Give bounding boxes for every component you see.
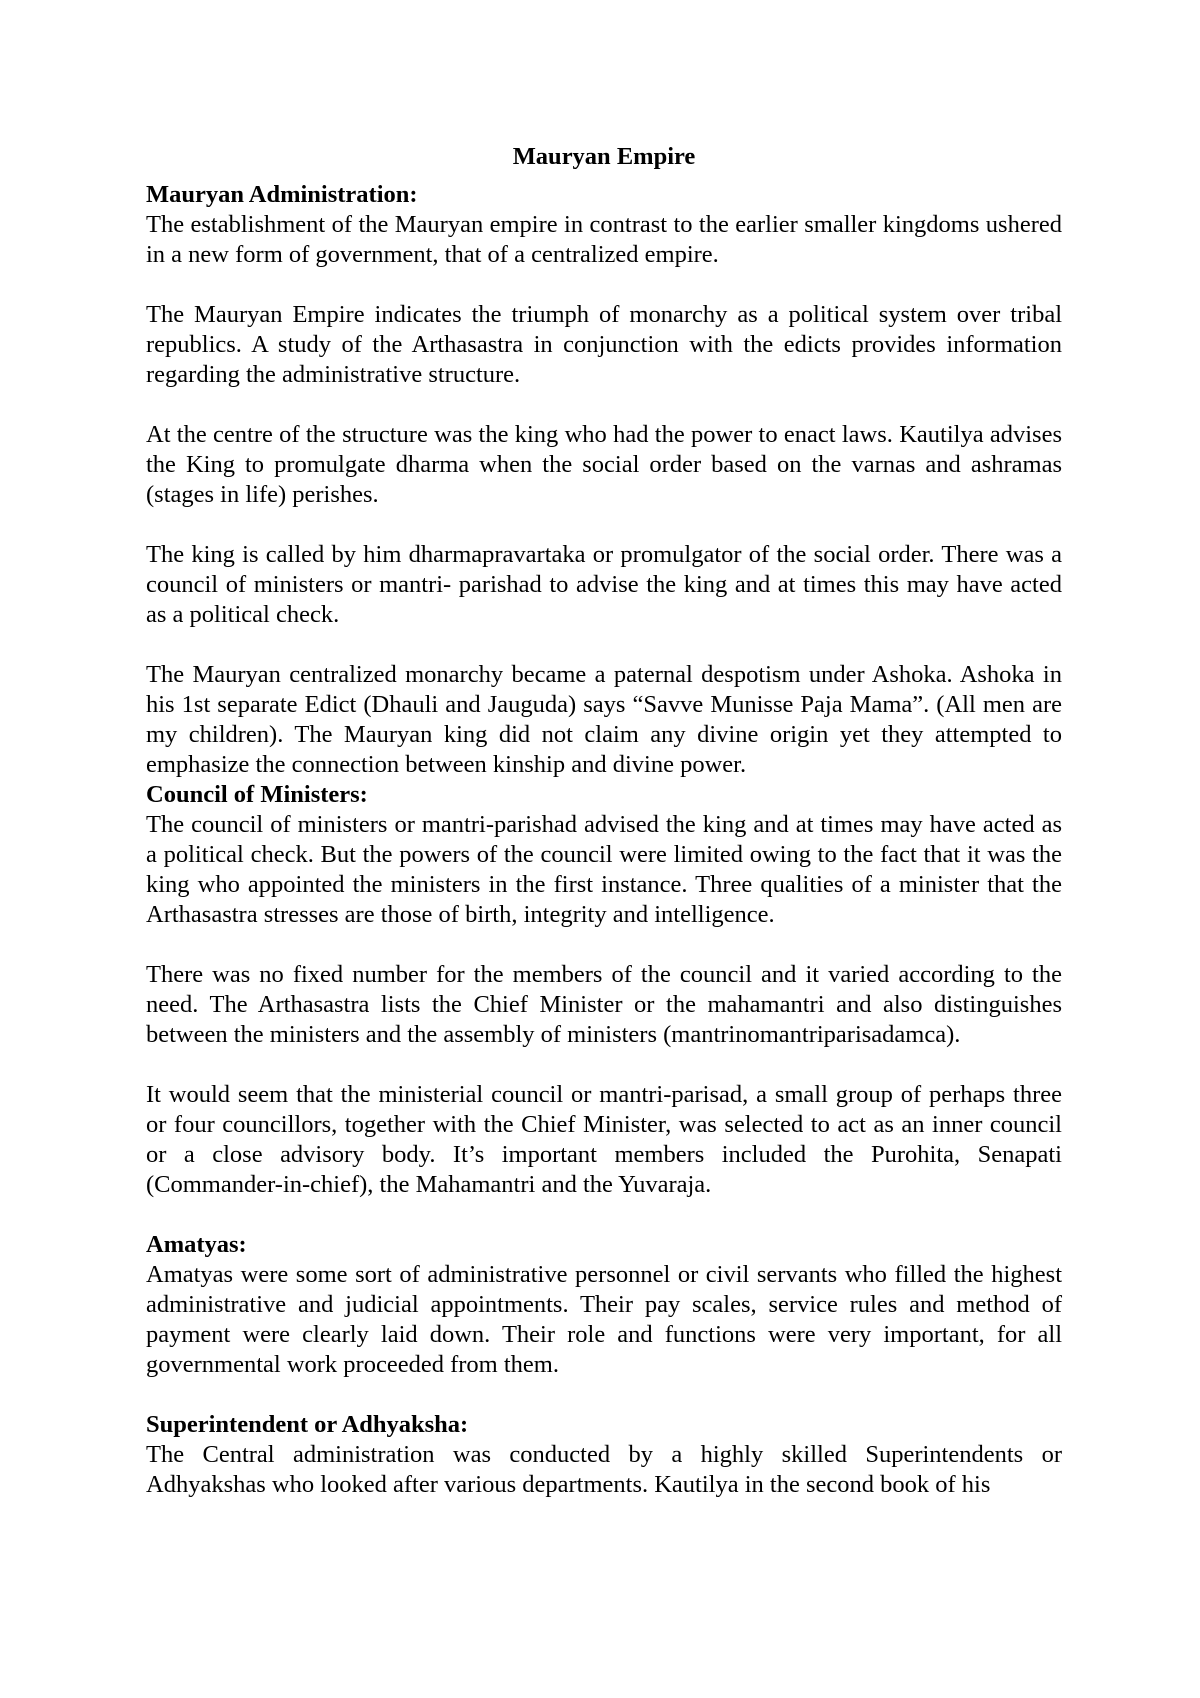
paragraph: The establishment of the Mauryan empire in contrast to the earlier smaller kingdoms ushered in a new form of government, that of a centralized empire. (146, 211, 1062, 268)
paragraph: There was no fixed number for the members of the council and it varied according to the need. The Arthasastra lists the Chief Minister or the mahamantri and also distinguishes between the ministers and the assembly of ministers (mantrinomantriparisadamca). (146, 961, 1062, 1048)
heading-amatyas: Amatyas: (146, 1231, 247, 1258)
document-title: Mauryan Empire (512, 143, 696, 170)
heading-council-of-ministers: Council of Ministers: (146, 781, 368, 808)
paragraph: The Mauryan centralized monarchy became a paternal despotism under Ashoka. Ashoka in his 1st separate Edict (Dhauli and Jauguda) says “Savve Munisse Paja Mama”. (All men are my children). The Mauryan king did not claim any divine origin yet they attempted to emphasize the connection between kinship and divine power. (146, 661, 1062, 778)
paragraph: Amatyas were some sort of administrative personnel or civil servants who filled the highest administrative and judicial appointments. Their pay scales, service rules and method of payment were clearly laid down. Their role and functions were very important, for all governmental work proceeded from them. (146, 1261, 1062, 1378)
paragraph: It would seem that the ministerial council or mantri-parisad, a small group of perhaps three or four councillors, together with the Chief Minister, was selected to act as an inner council or a close advisory body. It’s important members included the Purohita, Senapati (Commander-in-chief), the Mahamantri and the Yuvaraja. (146, 1081, 1062, 1198)
paragraph: The king is called by him dharmapravartaka or promulgator of the social order. There was a council of ministers or mantri- parishad to advise the king and at times this may have acted as a political check. (146, 541, 1062, 628)
heading-mauryan-administration: Mauryan Administration: (146, 181, 418, 208)
paragraph: The Mauryan Empire indicates the triumph of monarchy as a political system over tribal republics. A study of the Arthasastra in conjunction with the edicts provides information regarding the administrative structure. (146, 301, 1062, 388)
heading-superintendent: Superintendent or Adhyaksha: (146, 1411, 469, 1438)
paragraph: At the centre of the structure was the king who had the power to enact laws. Kautilya advises the King to promulgate dharma when the social order based on the varnas and ashramas (stages in life) perishes. (146, 421, 1062, 508)
paragraph: The council of ministers or mantri-parishad advised the king and at times may have acted as a political check. But the powers of the council were limited owing to the fact that it was the king who appointed the ministers in the first instance. Three qualities of a minister that the Arthasastra stresses are those of birth, integrity and intelligence. (146, 811, 1062, 928)
document-page (146, 142, 1062, 1500)
paragraph: The Central administration was conducted by a highly skilled Superintendents or Adhyakshas who looked after various departments. Kautilya in the second book of his (146, 1441, 1062, 1498)
